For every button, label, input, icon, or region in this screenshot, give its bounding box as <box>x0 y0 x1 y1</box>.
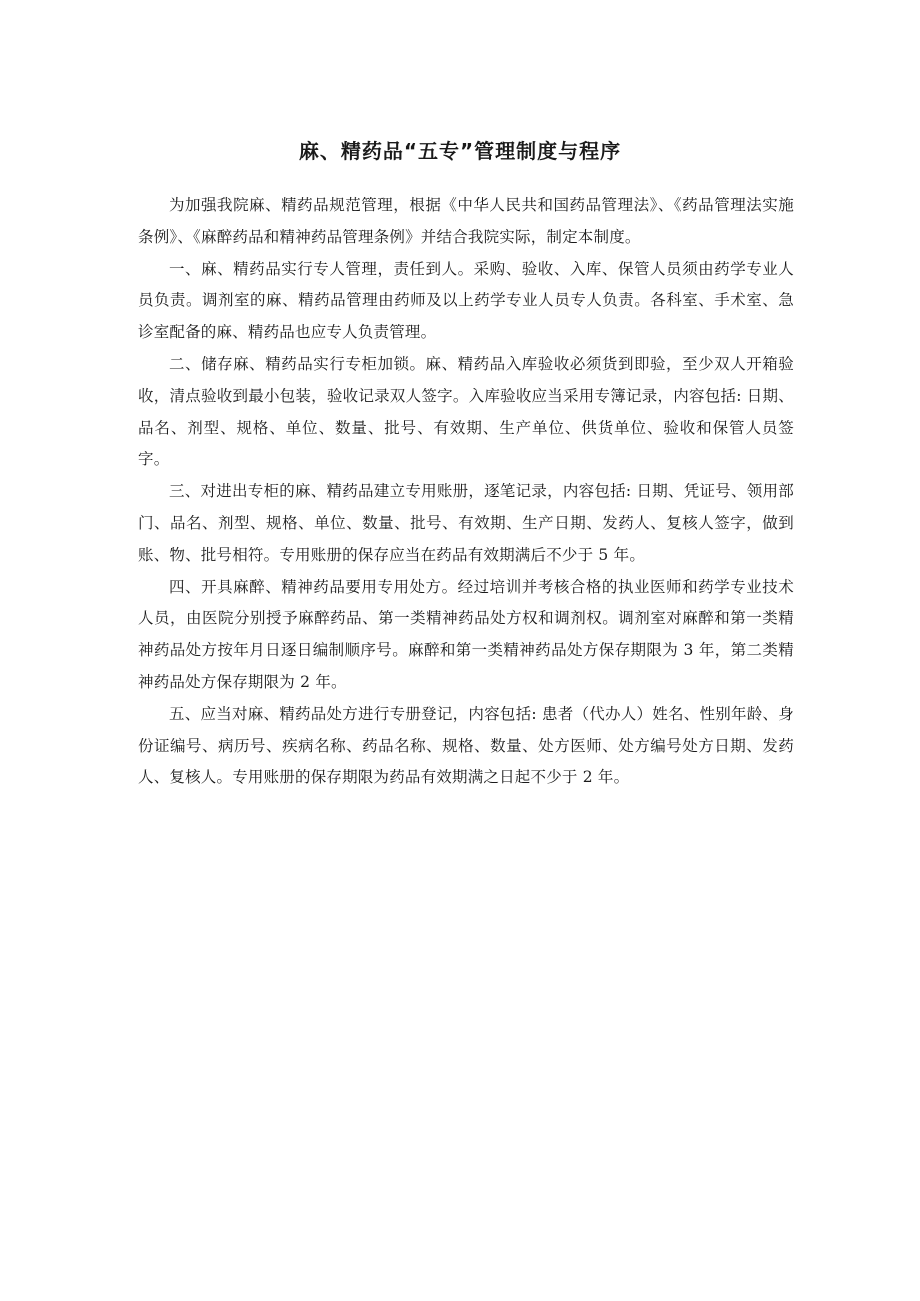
clause-1-paragraph: 一、麻、精药品实行专人管理，责任到人。采购、验收、入库、保管人员须由药学专业人员负责。调剂室的麻、精药品管理由药师及以上药学专业人员专人负责。各科室、手术室、急诊室配备的麻、精药品也应专人负责管理。 <box>138 259 794 342</box>
intro-paragraph: 为加强我院麻、精药品规范管理，根据《中华人民共和国药品管理法》、《药品管理法实施条例》、《麻醉药品和精神药品管理条例》并结合我院实际，制定本制度。 <box>138 196 794 246</box>
clause-4-paragraph: 四、开具麻醉、精神药品要用专用处方。经过培训并考核合格的执业医师和药学专业技术人员，由医院分别授予麻醉药品、第一类精神药品处方权和调剂权。调剂室对麻醉和第一类精神药品处方按年月日逐日编制顺序号。麻醉和第一类精神药品处方保存期限为 3 年，第二类精神药品处方保存期限为 2 年。 <box>138 577 794 691</box>
document-body <box>138 190 794 794</box>
clause-5-paragraph: 五、应当对麻、精药品处方进行专册登记，内容包括: 患者（代办人）姓名、性别年龄、身份证编号、病历号、疾病名称、药品名称、规格、数量、处方医师、处方编号处方日期、发药人、复核人。专用账册的保存期限为药品有效期满之日起不少于 2 年。 <box>138 704 794 787</box>
clause-3-paragraph: 三、对进出专柜的麻、精药品建立专用账册，逐笔记录，内容包括: 日期、凭证号、领用部门、品名、剂型、规格、单位、数量、批号、有效期、生产日期、发药人、复核人签字，做到账、物、批号相符。专用账册的保存应当在药品有效期满后不少于 5 年。 <box>138 482 794 564</box>
document-title: 麻、精药品“五专”管理制度与程序 <box>298 139 622 163</box>
clause-2-paragraph: 二、储存麻、精药品实行专柜加锁。麻、精药品入库验收必须货到即验，至少双人开箱验收，清点验收到最小包装，验收记录双人签字。入库验收应当采用专簿记录，内容包括: 日期、品名、剂型、规格、单位、数量、批号、有效期、生产单位、供货单位、验收和保管人员签字。 <box>138 354 794 469</box>
